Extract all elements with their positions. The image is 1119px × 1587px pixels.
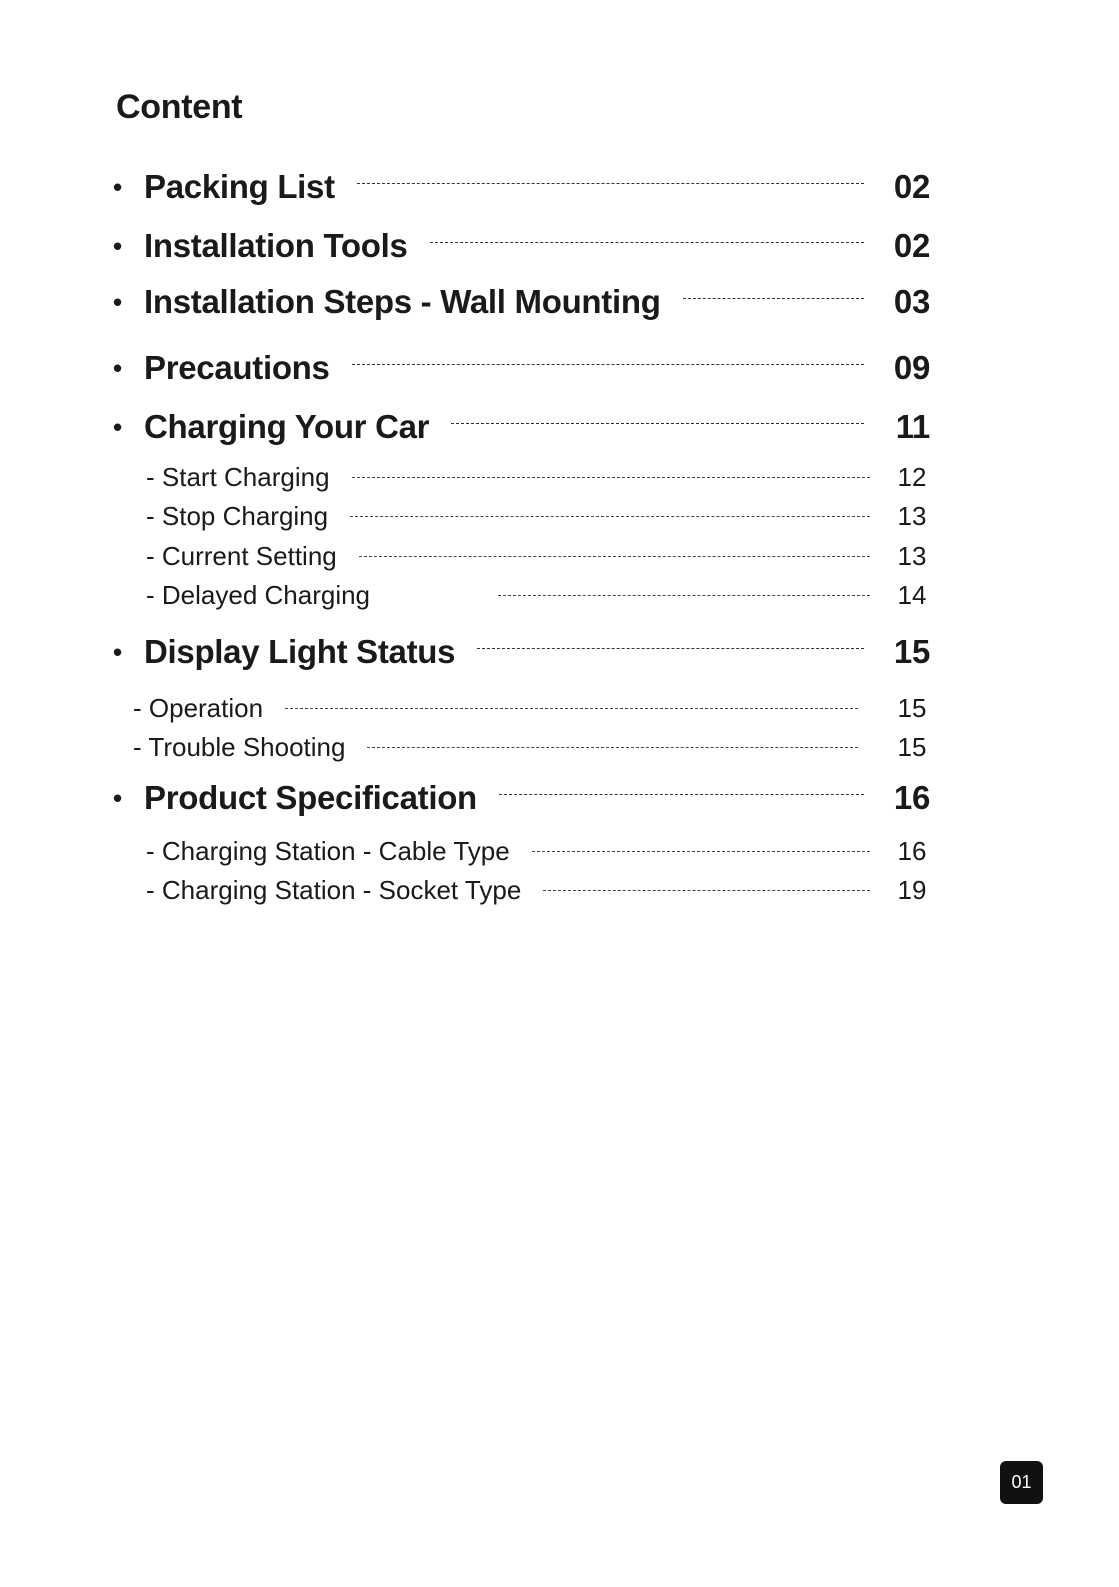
toc-label: - Current Setting [146, 540, 337, 571]
dotted-leader [430, 242, 865, 243]
toc-page-number: 13 [897, 540, 927, 571]
bullet-icon: • [113, 352, 122, 383]
toc-page-number: 14 [897, 579, 927, 610]
toc-label: - Charging Station - Cable Type [146, 835, 510, 866]
toc-label: - Trouble Shooting [133, 731, 346, 762]
toc-label: - Charging Station - Socket Type [146, 874, 522, 905]
bullet-icon: • [113, 782, 122, 813]
page-title: Content [116, 88, 243, 126]
dotted-leader [285, 708, 858, 709]
toc-page-number: 02 [893, 168, 930, 205]
dotted-leader [498, 595, 870, 596]
dotted-leader [683, 298, 864, 299]
toc-page-number: 19 [897, 874, 927, 905]
toc-entry-precautions[interactable] [113, 346, 930, 390]
toc-page-number: 16 [897, 835, 927, 866]
toc-label: - Stop Charging [146, 500, 329, 531]
toc-entry-installation-tools[interactable] [113, 224, 930, 268]
toc-label: Product Specification [144, 779, 477, 816]
toc-label: - Operation [133, 692, 264, 723]
toc-label: Charging Your Car [144, 408, 430, 445]
toc-subentry-current-setting[interactable] [146, 540, 930, 572]
toc-page-number: 02 [893, 227, 930, 264]
bullet-icon: • [113, 171, 122, 202]
toc-page-number: 03 [893, 283, 930, 320]
toc-entry-packing-list[interactable] [113, 165, 930, 209]
toc-page-number: 13 [897, 500, 927, 531]
toc-label: Packing List [144, 168, 335, 205]
dotted-leader [352, 364, 864, 365]
toc-entry-installation-steps[interactable] [113, 280, 930, 324]
toc-page-number: 11 [895, 408, 930, 445]
toc-subentry-cable-type[interactable] [146, 835, 930, 867]
dotted-leader [350, 516, 870, 517]
toc-subentry-socket-type[interactable] [146, 874, 930, 906]
toc-subentry-trouble-shooting[interactable] [133, 731, 930, 763]
bullet-icon: • [113, 411, 122, 442]
toc-page-number: 15 [897, 692, 927, 723]
toc-page-number: 15 [897, 731, 927, 762]
toc-label: Display Light Status [144, 633, 456, 670]
toc-subentry-delayed-charging[interactable] [146, 579, 930, 611]
toc-label: Installation Steps - Wall Mounting [144, 283, 661, 320]
dotted-leader [477, 648, 864, 649]
dotted-leader [499, 794, 864, 795]
toc-label: Precautions [144, 349, 330, 386]
toc-page-number: 15 [893, 633, 930, 670]
dotted-leader [359, 556, 870, 557]
toc-page-number: 09 [893, 349, 930, 386]
toc-label: Installation Tools [144, 227, 408, 264]
toc-page-number: 16 [893, 779, 930, 816]
toc-subentry-stop-charging[interactable] [146, 500, 930, 532]
bullet-icon: • [113, 286, 122, 317]
dotted-leader [451, 423, 864, 424]
toc-entry-charging-your-car[interactable] [113, 405, 930, 449]
dotted-leader [352, 477, 870, 478]
toc-entry-display-light-status[interactable] [113, 630, 930, 674]
toc-label: - Delayed Charging [146, 579, 371, 610]
toc-subentry-start-charging[interactable] [146, 461, 930, 493]
dotted-leader [367, 747, 858, 748]
dotted-leader [532, 851, 870, 852]
toc-entry-product-specification[interactable] [113, 776, 930, 820]
dotted-leader [543, 890, 870, 891]
bullet-icon: • [113, 230, 122, 261]
page-number-badge: 01 [1000, 1461, 1043, 1504]
toc-page-number: 12 [897, 461, 927, 492]
dotted-leader [357, 183, 864, 184]
toc-label: - Start Charging [146, 461, 330, 492]
bullet-icon: • [113, 636, 122, 667]
toc-subentry-operation[interactable] [133, 692, 930, 724]
